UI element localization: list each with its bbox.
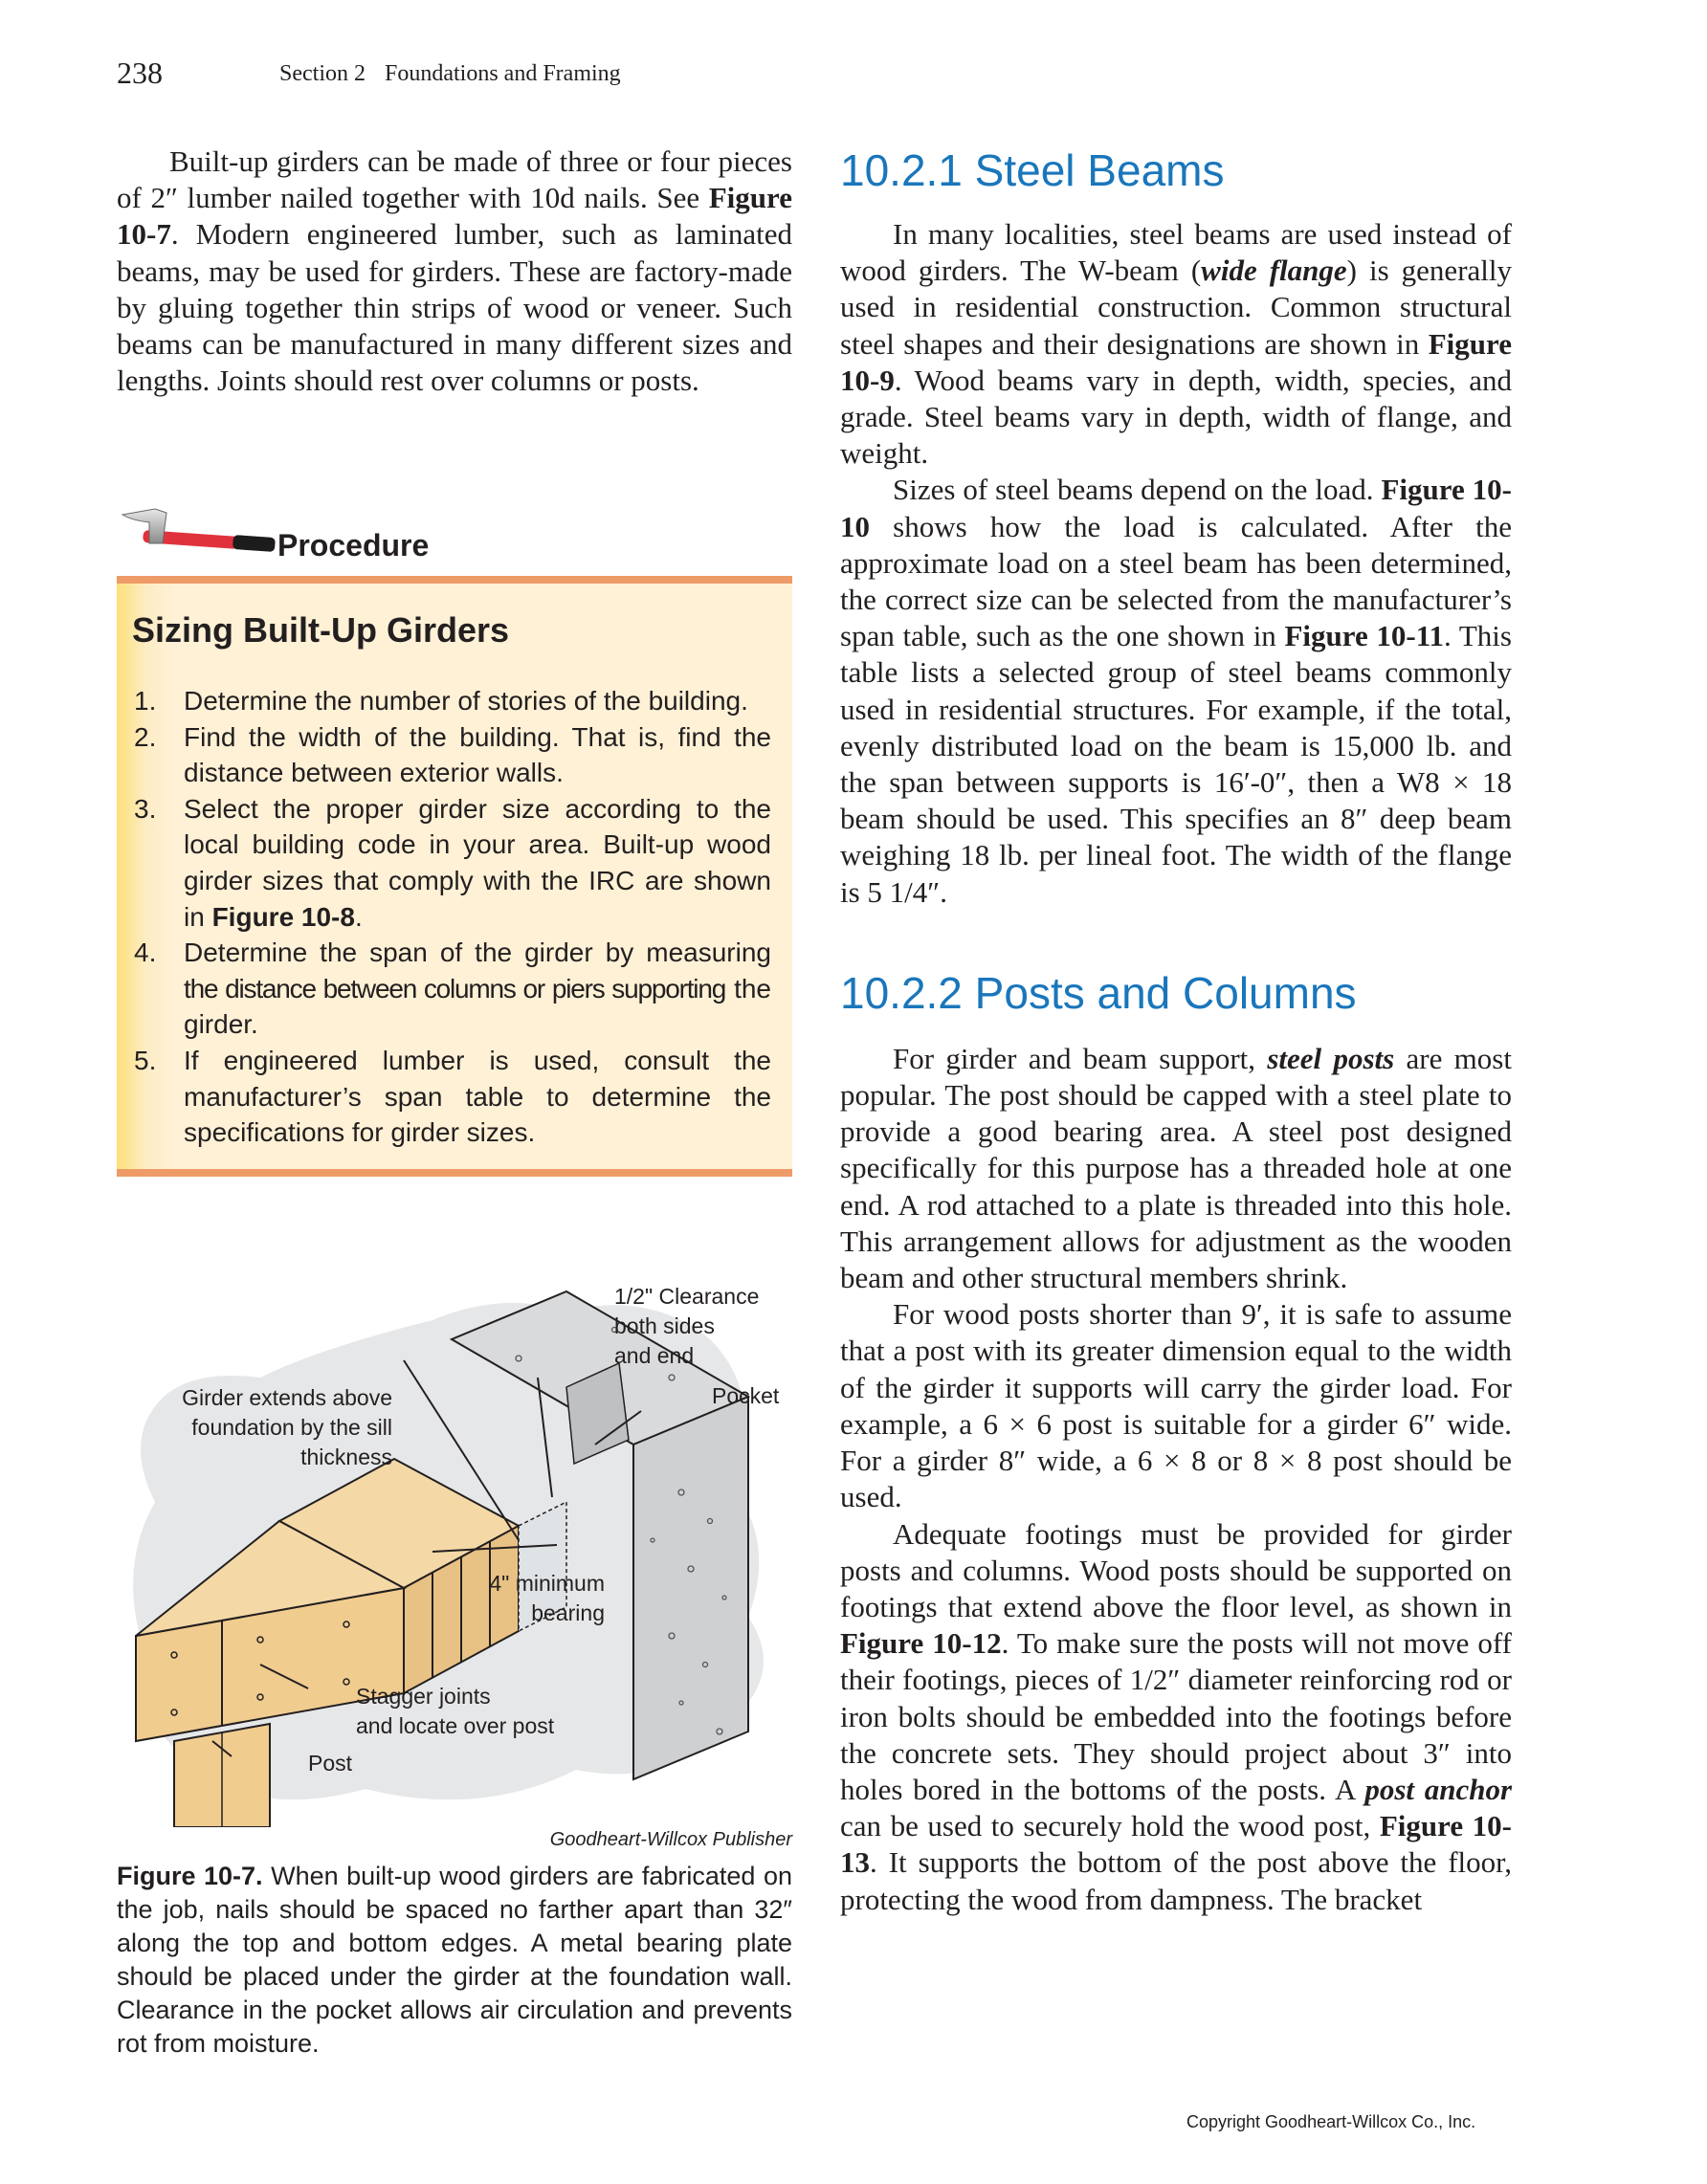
heading-steel-beams: 10.2.1 Steel Beams	[840, 145, 1225, 195]
figure-credit: Goodheart-Willcox Publisher	[549, 1829, 792, 1850]
intro-text: Built-up girders can be made of three or four pieces of 2″ lumber nailed together with 10d nails. See	[117, 144, 792, 215]
body-text: can be used to securely hold the wood post,	[840, 1809, 1380, 1843]
body-text: . Wood beams vary in depth, width, species, and grade. Steel beams vary in depth, width of flange, and weight.	[840, 363, 1512, 471]
step-text: Select the proper girder size according to the local building code in your area. Built-up wood girder sizes that comply with the IRC are shown in	[184, 793, 771, 932]
body-text: Adequate footings must be provided for girder posts and columns. Wood posts should be supported on footings that extend above the floor level, as shown in	[840, 1516, 1512, 1623]
caption-text: When built-up wood girders are fabricated on the job, nails should be spaced no farther apart than 32″ along the top and bottom edges. A metal bearing plate should be placed under the girder at the foundation wall. Clearance in the pocket allows air circulation and prevents rot from moisture.	[117, 1862, 793, 2058]
key-term: steel posts	[1267, 1041, 1395, 1075]
step-number: 1.	[134, 686, 157, 716]
label-clearance	[614, 1282, 759, 1371]
body-text: For girder and beam support,	[893, 1041, 1268, 1075]
posts-paragraph-2: For wood posts shorter than 9′, it is safe to assume that a post with its greater dimension equal to the width of the girder it supports will carry the girder load. For example, a 6 × 6 post is suitable for a girder 6″ wide. For a girder 8″ wide, a 6 × 8 or 8 × 8 post should be used.	[840, 1297, 1512, 1514]
procedure-box	[117, 576, 792, 1177]
figure-ref[interactable]: Figure 10-10	[840, 473, 1513, 543]
right-column	[840, 143, 1512, 1918]
posts-paragraph-1	[840, 1041, 1512, 1296]
copyright-footer: Copyright Goodheart-Willcox Co., Inc.	[1186, 2112, 1476, 2131]
figure-ref[interactable]: Figure 10-12	[840, 1626, 1002, 1661]
label-pocket: Pocket	[712, 1383, 780, 1408]
procedure-label	[117, 497, 499, 564]
steel-beams-paragraph-1	[840, 216, 1512, 472]
label-line: and locate over post	[356, 1713, 555, 1738]
heading-posts-columns: 10.2.2 Posts and Columns	[840, 967, 1357, 1018]
hammer-icon	[117, 501, 279, 563]
procedure-step	[134, 683, 771, 719]
label-line: both sides	[614, 1313, 715, 1338]
step-text: Find the width of the building. That is, find the distance between exterior walls.	[184, 721, 771, 788]
posts-paragraph-3	[840, 1516, 1512, 1918]
intro-text: . Modern engineered lumber, such as laminated beams, may be used for girders. These are factory-made by gluing together thin strips of wood or veneer. Such beams can be manufactured in many different sizes and lengths. Joints should rest over columns or posts.	[117, 217, 792, 398]
caption-label: Figure 10-7.	[117, 1862, 263, 1890]
label-stagger	[356, 1682, 554, 1741]
step-text: If engineered lumber is used, consult the manufacturer’s span table to determine the specifications for girder sizes.	[184, 1045, 771, 1148]
body-text: . It supports the bottom of the post above the floor, protecting the wood from dampness. The bracket	[840, 1845, 1512, 1916]
procedure-step	[134, 719, 771, 791]
step-number: 3.	[134, 793, 157, 824]
figure-caption	[117, 1860, 792, 2061]
step-text: the distance between columns or piers supporting	[184, 973, 726, 1004]
step-text: .	[354, 901, 363, 932]
step-text: Determine the number of stories of the building.	[184, 686, 748, 716]
key-term: wide flange	[1201, 254, 1347, 288]
section-label: Section 2	[279, 61, 366, 86]
figure-ref[interactable]: Figure 10-9	[840, 326, 1512, 397]
figure-ref[interactable]: Figure 10-7	[117, 181, 792, 252]
label-line: bearing	[531, 1600, 605, 1625]
procedure-steps	[134, 683, 771, 1151]
procedure-title: Sizing Built-Up Girders	[132, 610, 510, 650]
page-number: 238	[117, 55, 163, 90]
label-line: and end	[614, 1343, 695, 1368]
label-line: 1/2" Clearance	[614, 1284, 760, 1309]
section-title: Foundations and Framing	[385, 61, 621, 86]
running-head	[279, 61, 621, 87]
label-girder	[155, 1383, 392, 1472]
left-column-intro	[117, 143, 792, 399]
procedure-label-text: Procedure	[277, 528, 430, 563]
procedure-step	[134, 791, 771, 935]
step-text: Determine the span of the girder by measuring	[184, 938, 771, 968]
body-text: In many localities, steel beams are used instead of wood girders. The W-beam (	[840, 217, 1512, 288]
step-number: 2.	[134, 721, 157, 752]
figure-ref[interactable]: Figure 10-13	[840, 1809, 1512, 1880]
body-text: . This table lists a selected group of steel beams commonly used in residential structures. For example, if the total, evenly distributed load on the beam is 15,000 lb. and the span between supports is 16′-0″, then a W8 × 18 beam should be used. This specifies an 8″ deep beam weighing 18 lb. per lineal foot. The width of the flange is 5 1/4″.	[840, 619, 1512, 909]
figure-10-7	[117, 1253, 792, 1850]
procedure-step	[134, 1043, 771, 1151]
label-line: Stagger joints	[356, 1684, 491, 1709]
step-text: the girder.	[184, 973, 771, 1040]
steel-beams-paragraph-2	[840, 472, 1512, 910]
intro-paragraph	[117, 143, 792, 399]
body-text: . To make sure the posts will not move off their footings, pieces of 1/2″ diameter reinforcing rod or iron bolts should be embedded into the footings before the concrete sets. They should project about 3″ into holes bored in the bottoms of the posts. A	[840, 1626, 1512, 1806]
step-number: 5.	[134, 1045, 157, 1075]
body-text: shows how the load is calculated. After the approximate load on a steel beam has been determined, the correct size can be selected from the manufacturer’s span table, such as the one shown in	[840, 509, 1512, 653]
label-line: 4" minimum	[489, 1571, 605, 1596]
label-bearing	[471, 1569, 605, 1628]
body-text: Sizes of steel beams depend on the load.	[893, 473, 1382, 507]
label-line: thickness	[300, 1445, 392, 1469]
label-line: Girder extends above	[182, 1385, 392, 1410]
body-text: ) is generally used in residential construction. Common structural steel shapes and their designations are shown in	[840, 254, 1512, 361]
procedure-step	[134, 935, 771, 1043]
label-line: foundation by the sill	[191, 1415, 392, 1440]
body-text: are most popular. The post should be capped with a steel plate to provide a good bearing area. A steel post designed specifically for this purpose has a threaded hole at one end. A rod attached to a plate is threaded into this hole. This arrangement allows for adjustment as the wooden beam and other structural members shrink.	[840, 1041, 1512, 1295]
figure-ref[interactable]: Figure 10-11	[1284, 619, 1445, 653]
label-post: Post	[308, 1751, 353, 1776]
figure-ref[interactable]: Figure 10-8	[211, 901, 355, 932]
step-number: 4.	[134, 938, 157, 968]
key-term: post anchor	[1364, 1772, 1513, 1806]
